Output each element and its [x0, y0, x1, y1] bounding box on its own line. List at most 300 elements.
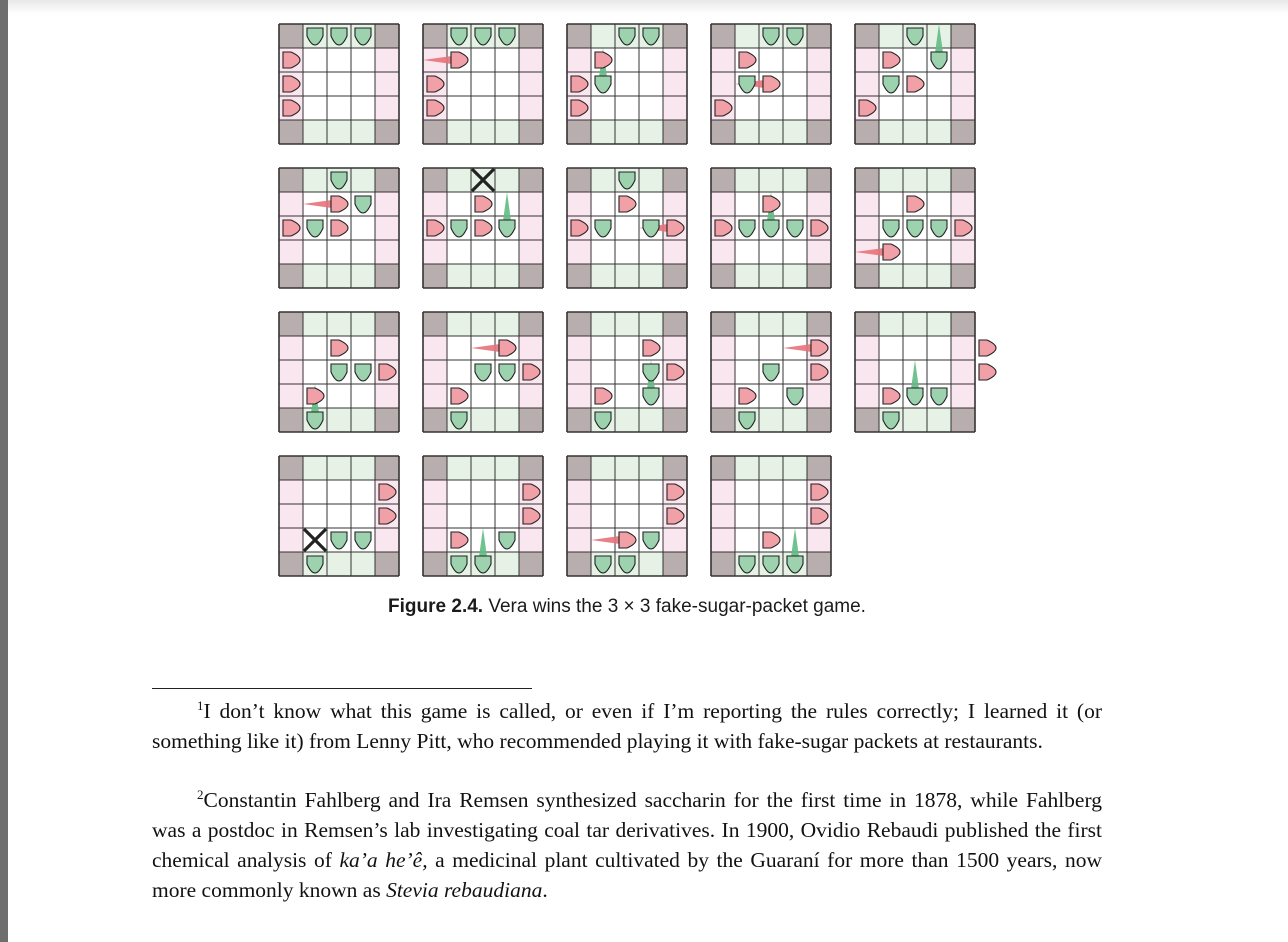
footnote-marker: 1: [197, 698, 204, 713]
corner-cell: [855, 264, 879, 288]
corner-cell: [855, 120, 879, 144]
board-cell: [615, 240, 639, 264]
corner-cell: [711, 456, 735, 480]
board-cell: [759, 168, 783, 192]
board-cell: [279, 360, 303, 384]
corner-cell: [567, 264, 591, 288]
corner-cell: [807, 168, 831, 192]
corner-cell: [567, 168, 591, 192]
footnote-italic: ka’a he’ê,: [339, 848, 428, 872]
corner-cell: [567, 120, 591, 144]
board-cell: [375, 72, 399, 96]
board-cell: [327, 408, 351, 432]
board-cell: [735, 240, 759, 264]
board-cell: [495, 552, 519, 576]
figure-caption: [0, 596, 1254, 618]
footnote-text: I don’t know what this game is called, or even if I’m reporting the rules correctly; I learned it (or something like it) from Lenny Pitt, who recommended playing it with fake-sugar packets at restaurants.: [152, 699, 1102, 753]
corner-cell: [279, 408, 303, 432]
corner-cell: [423, 168, 447, 192]
corner-cell: [519, 408, 543, 432]
board-cell: [423, 240, 447, 264]
corner-cell: [423, 552, 447, 576]
board-cell: [519, 96, 543, 120]
board-cell: [879, 96, 903, 120]
pink-packet: [979, 364, 996, 380]
board-cell: [903, 240, 927, 264]
board-cell: [591, 504, 615, 528]
board-cell: [351, 96, 375, 120]
board-cell: [591, 480, 615, 504]
board-cell: [495, 96, 519, 120]
board-cell: [735, 456, 759, 480]
corner-cell: [951, 120, 975, 144]
board-cell: [471, 72, 495, 96]
board-cell: [567, 384, 591, 408]
board-cell: [927, 408, 951, 432]
caption-text: Vera wins the 3 × 3 fake-sugar-packet game.: [488, 596, 866, 617]
board-cell: [327, 504, 351, 528]
board-cell: [663, 96, 687, 120]
board-cell: [495, 264, 519, 288]
board-cell: [351, 336, 375, 360]
board-cell: [351, 240, 375, 264]
board-cell: [783, 240, 807, 264]
board-cell: [951, 336, 975, 360]
board-cell: [471, 96, 495, 120]
board-cell: [447, 312, 471, 336]
board-cell: [855, 216, 879, 240]
board-cell: [519, 336, 543, 360]
board-cell: [447, 504, 471, 528]
board-cell: [663, 192, 687, 216]
board-cell: [879, 312, 903, 336]
board-cell: [735, 96, 759, 120]
board-cell: [927, 312, 951, 336]
board-cell: [927, 240, 951, 264]
board-cell: [735, 168, 759, 192]
board-cell: [855, 48, 879, 72]
board-cell: [783, 360, 807, 384]
board-cell: [711, 504, 735, 528]
board-cell: [855, 336, 879, 360]
game-board: [855, 168, 975, 288]
corner-cell: [951, 312, 975, 336]
board-cell: [639, 456, 663, 480]
board-cell: [495, 408, 519, 432]
board-cell: [855, 192, 879, 216]
board-cell: [639, 168, 663, 192]
corner-cell: [375, 120, 399, 144]
board-cell: [903, 96, 927, 120]
footnote-2: [152, 785, 1102, 905]
board-cell: [639, 264, 663, 288]
board-cell: [519, 48, 543, 72]
corner-cell: [663, 24, 687, 48]
board-cell: [711, 384, 735, 408]
corner-cell: [279, 120, 303, 144]
board-cell: [327, 96, 351, 120]
board-cell: [351, 72, 375, 96]
game-board: [711, 456, 831, 576]
corner-cell: [567, 24, 591, 48]
board-cell: [759, 240, 783, 264]
game-board: [423, 168, 543, 288]
board-cell: [951, 192, 975, 216]
board-cell: [903, 48, 927, 72]
board-cell: [639, 504, 663, 528]
board-cell: [783, 48, 807, 72]
board-cell: [351, 48, 375, 72]
board-cell: [303, 48, 327, 72]
board-cell: [303, 360, 327, 384]
board-cell: [447, 72, 471, 96]
board-cell: [759, 336, 783, 360]
board-cell: [639, 48, 663, 72]
corner-cell: [519, 456, 543, 480]
board-cell: [927, 264, 951, 288]
board-cell: [711, 336, 735, 360]
corner-cell: [519, 120, 543, 144]
board-cell: [759, 384, 783, 408]
board-cell: [303, 72, 327, 96]
board-cell: [303, 456, 327, 480]
corner-cell: [951, 408, 975, 432]
board-cell: [303, 480, 327, 504]
board-cell: [567, 528, 591, 552]
board-cell: [783, 72, 807, 96]
board-cell: [735, 120, 759, 144]
corner-cell: [519, 168, 543, 192]
board-cell: [351, 120, 375, 144]
footnote-text: a medicinal plant cultivated by the Guaraní for more than 1500 years, now more commonly known as: [152, 848, 1102, 902]
game-board: [567, 168, 687, 288]
board-cell: [327, 480, 351, 504]
board-cell: [279, 336, 303, 360]
board-cell: [279, 192, 303, 216]
board-cell: [903, 168, 927, 192]
board-cell: [783, 456, 807, 480]
corner-cell: [375, 312, 399, 336]
game-board: [711, 312, 831, 432]
board-cell: [351, 408, 375, 432]
corner-cell: [663, 312, 687, 336]
board-cell: [807, 384, 831, 408]
board-cell: [879, 168, 903, 192]
corner-cell: [423, 408, 447, 432]
board-cell: [951, 72, 975, 96]
board-cell: [711, 240, 735, 264]
board-cell: [519, 192, 543, 216]
board-cell: [351, 312, 375, 336]
board-cell: [519, 240, 543, 264]
corner-cell: [567, 552, 591, 576]
board-cell: [471, 408, 495, 432]
board-cell: [279, 504, 303, 528]
board-cell: [615, 504, 639, 528]
board-cell: [759, 120, 783, 144]
board-cell: [735, 336, 759, 360]
board-cell: [471, 456, 495, 480]
board-cell: [495, 312, 519, 336]
game-board: [279, 24, 399, 144]
corner-cell: [663, 552, 687, 576]
board-cell: [735, 504, 759, 528]
board-cell: [495, 456, 519, 480]
board-cell: [495, 48, 519, 72]
corner-cell: [855, 24, 879, 48]
board-cell: [615, 384, 639, 408]
game-board: [855, 24, 975, 144]
board-cell: [495, 384, 519, 408]
corner-cell: [279, 456, 303, 480]
board-cell: [759, 408, 783, 432]
board-cell: [447, 456, 471, 480]
game-board: [279, 312, 399, 432]
board-cell: [759, 48, 783, 72]
board-cell: [735, 360, 759, 384]
corner-cell: [423, 264, 447, 288]
board-cell: [591, 312, 615, 336]
board-cell: [471, 312, 495, 336]
corner-cell: [711, 552, 735, 576]
board-cell: [639, 240, 663, 264]
board-cell: [351, 552, 375, 576]
board-cell: [639, 72, 663, 96]
board-cell: [807, 240, 831, 264]
board-cell: [303, 336, 327, 360]
board-cell: [351, 216, 375, 240]
game-board: [567, 456, 687, 576]
board-cell: [855, 384, 879, 408]
board-cell: [735, 192, 759, 216]
board-cell: [759, 504, 783, 528]
footnote-text: Constantin Fahlberg and Ira Remsen synthesized saccharin for the first time in 1878, while Fahlberg was a postdoc in Remsen’s lab investigating coal tar derivatives. In 1900, Ovidio Rebaudi published the first chemical analysis of: [152, 788, 1102, 872]
board-cell: [327, 264, 351, 288]
board-cell: [447, 360, 471, 384]
corner-cell: [279, 552, 303, 576]
corner-cell: [279, 24, 303, 48]
board-cell: [447, 264, 471, 288]
board-cell: [375, 528, 399, 552]
board-cell: [591, 456, 615, 480]
board-cell: [279, 480, 303, 504]
board-cell: [807, 48, 831, 72]
footnote-text: .: [542, 878, 548, 902]
board-cell: [495, 120, 519, 144]
board-cell: [567, 504, 591, 528]
board-cell: [711, 480, 735, 504]
corner-cell: [663, 408, 687, 432]
corner-cell: [423, 24, 447, 48]
board-cell: [447, 336, 471, 360]
corner-cell: [951, 264, 975, 288]
board-cell: [591, 168, 615, 192]
board-cell: [327, 72, 351, 96]
board-cell: [591, 336, 615, 360]
board-cell: [351, 480, 375, 504]
board-cell: [663, 384, 687, 408]
board-cell: [471, 504, 495, 528]
board-cell: [375, 48, 399, 72]
corner-cell: [279, 264, 303, 288]
board-cell: [471, 120, 495, 144]
board-cell: [927, 72, 951, 96]
corner-cell: [567, 312, 591, 336]
board-cell: [879, 120, 903, 144]
corner-cell: [423, 120, 447, 144]
board-cell: [735, 264, 759, 288]
corner-cell: [711, 120, 735, 144]
board-cell: [735, 312, 759, 336]
board-cell: [495, 504, 519, 528]
corner-cell: [951, 24, 975, 48]
board-cell: [327, 120, 351, 144]
corner-cell: [375, 456, 399, 480]
board-cell: [615, 120, 639, 144]
board-cell: [639, 192, 663, 216]
board-cell: [639, 480, 663, 504]
board-cell: [303, 240, 327, 264]
board-cell: [903, 120, 927, 144]
board-cell: [759, 96, 783, 120]
board-cell: [879, 360, 903, 384]
board-cell: [495, 168, 519, 192]
game-board: [567, 312, 687, 432]
corner-cell: [711, 408, 735, 432]
footnote-1: [152, 696, 1102, 756]
board-cell: [303, 264, 327, 288]
board-cell: [447, 168, 471, 192]
corner-cell: [423, 456, 447, 480]
corner-cell: [375, 408, 399, 432]
board-cell: [639, 408, 663, 432]
game-board: [279, 456, 399, 576]
game-board: [711, 24, 831, 144]
board-cell: [327, 312, 351, 336]
board-cell: [663, 72, 687, 96]
board-cell: [351, 168, 375, 192]
corner-cell: [567, 456, 591, 480]
board-cell: [375, 192, 399, 216]
board-cell: [423, 480, 447, 504]
board-cell: [735, 528, 759, 552]
board-cell: [639, 96, 663, 120]
corner-cell: [855, 408, 879, 432]
board-cell: [591, 120, 615, 144]
board-cell: [783, 120, 807, 144]
board-cell: [375, 336, 399, 360]
board-cell: [519, 216, 543, 240]
corner-cell: [807, 456, 831, 480]
board-cell: [351, 504, 375, 528]
corner-cell: [663, 264, 687, 288]
corner-cell: [855, 312, 879, 336]
board-cell: [927, 360, 951, 384]
board-cell: [567, 480, 591, 504]
game-board: [423, 456, 543, 576]
footnote-italic: Stevia rebaudiana: [386, 878, 543, 902]
board-cell: [903, 264, 927, 288]
board-cell: [927, 192, 951, 216]
board-cell: [303, 120, 327, 144]
game-board: [279, 168, 399, 288]
board-cell: [639, 552, 663, 576]
board-cell: [375, 384, 399, 408]
corner-cell: [375, 168, 399, 192]
corner-cell: [951, 168, 975, 192]
corner-cell: [711, 168, 735, 192]
corner-cell: [375, 552, 399, 576]
board-cell: [879, 192, 903, 216]
board-cell: [855, 360, 879, 384]
board-cell: [327, 456, 351, 480]
board-cell: [351, 456, 375, 480]
board-cell: [807, 528, 831, 552]
board-cell: [759, 480, 783, 504]
board-cell: [567, 48, 591, 72]
board-cell: [711, 528, 735, 552]
board-cell: [711, 48, 735, 72]
corner-cell: [519, 264, 543, 288]
caption-label: Figure 2.4.: [388, 596, 484, 617]
corner-cell: [567, 408, 591, 432]
board-cell: [615, 48, 639, 72]
corner-cell: [807, 120, 831, 144]
board-cell: [927, 120, 951, 144]
board-cell: [903, 408, 927, 432]
corner-cell: [279, 312, 303, 336]
corner-cell: [807, 24, 831, 48]
board-cell: [327, 240, 351, 264]
board-cell: [423, 504, 447, 528]
board-cell: [375, 96, 399, 120]
board-cell: [783, 192, 807, 216]
board-cell: [567, 336, 591, 360]
board-cell: [303, 312, 327, 336]
board-cell: [903, 336, 927, 360]
board-cell: [375, 216, 399, 240]
board-cell: [951, 384, 975, 408]
board-cell: [759, 312, 783, 336]
corner-cell: [807, 312, 831, 336]
board-cell: [303, 504, 327, 528]
board-cell: [591, 192, 615, 216]
board-cell: [519, 72, 543, 96]
game-board: [567, 24, 687, 144]
board-cell: [447, 120, 471, 144]
board-cell: [495, 72, 519, 96]
board-cell: [327, 552, 351, 576]
board-cell: [447, 192, 471, 216]
board-cell: [879, 264, 903, 288]
board-cell: [591, 240, 615, 264]
board-cell: [279, 528, 303, 552]
board-cell: [423, 336, 447, 360]
board-cell: [327, 384, 351, 408]
board-cell: [303, 96, 327, 120]
board-cell: [423, 192, 447, 216]
board-cell: [471, 384, 495, 408]
board-cell: [903, 312, 927, 336]
board-cell: [447, 96, 471, 120]
board-cell: [711, 360, 735, 384]
board-cell: [807, 72, 831, 96]
corner-cell: [375, 24, 399, 48]
corner-cell: [663, 456, 687, 480]
footnote-marker: 2: [197, 787, 204, 802]
board-cell: [927, 168, 951, 192]
board-cell: [303, 168, 327, 192]
